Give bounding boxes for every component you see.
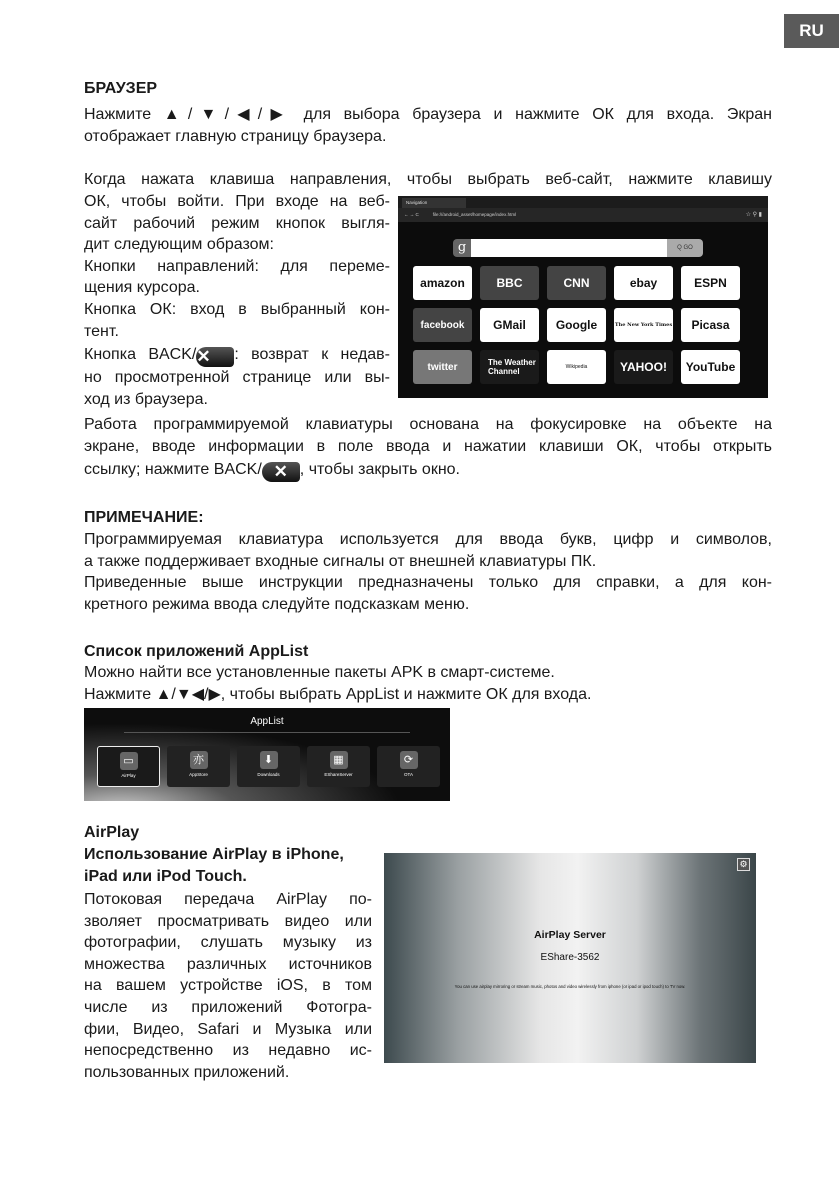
app-tile-ota[interactable] bbox=[377, 746, 440, 787]
text-line-with-key bbox=[84, 342, 390, 367]
text-line: Нажмите ▲/▼◀/▶, чтобы выбрать AppList и нажмите ОК для входа. bbox=[84, 685, 592, 703]
text-line: непосредственно из недавно ис- bbox=[84, 1042, 372, 1060]
browser-intro bbox=[84, 104, 772, 147]
text-fragment: ссылку; нажмите BACK/ bbox=[84, 461, 262, 479]
applist-text bbox=[84, 662, 772, 705]
text-line: тент. bbox=[84, 322, 119, 340]
text-line: Можно найти все установленные пакеты APK в смарт-системе. bbox=[84, 664, 555, 681]
language-badge: RU bbox=[784, 14, 839, 48]
browser-lead-line bbox=[84, 169, 772, 191]
address-bar[interactable] bbox=[398, 208, 768, 222]
applist-title: AppList bbox=[250, 716, 284, 727]
site-tile[interactable]: CNN bbox=[547, 266, 606, 300]
applist-screenshot bbox=[84, 708, 450, 801]
text-line: а также поддерживает входные сигналы от внешней клавиатуры ПК. bbox=[84, 552, 597, 570]
applist-heading: Список приложений AppList bbox=[84, 643, 309, 660]
text-line: ОК, чтобы войти. При входе на веб- bbox=[84, 193, 390, 210]
site-tile[interactable]: facebook bbox=[413, 308, 472, 342]
text-line: множества различных источников bbox=[84, 955, 372, 973]
toolbar-icons: ☆ ⚲ ▮ bbox=[745, 212, 762, 218]
app-tile-eshareserver[interactable] bbox=[307, 746, 370, 787]
site-tile[interactable]: amazon bbox=[413, 266, 472, 300]
text-line: ход из браузера. bbox=[84, 390, 208, 408]
text-line: фии, Видео, Safari и Музыка или bbox=[84, 1020, 372, 1038]
site-tile[interactable]: Wikipedia bbox=[547, 350, 606, 384]
site-tile[interactable]: Google bbox=[547, 308, 606, 342]
site-tile[interactable]: YAHOO! bbox=[614, 350, 673, 384]
text-line: Кнопка ОК: вход в выбранный кон- bbox=[84, 300, 390, 318]
divider bbox=[124, 732, 410, 733]
go-button[interactable]: Q GO bbox=[667, 239, 703, 257]
app-label: OTA bbox=[404, 772, 413, 777]
airplay-screenshot bbox=[384, 853, 756, 1063]
text-line: Программируемая клавиатура используется для ввода букв, цифр и символов, bbox=[84, 531, 772, 548]
site-tile[interactable]: ESPN bbox=[681, 266, 740, 300]
subtitle-line: Использование AirPlay в iPhone, bbox=[84, 846, 344, 863]
text-line: сайт рабочий режим кнопок выгля- bbox=[84, 214, 390, 232]
text-line: пользованных приложений. bbox=[84, 1063, 290, 1081]
airplay-subtitle bbox=[84, 844, 372, 887]
browser-heading: БРАУЗЕР bbox=[84, 80, 158, 97]
text-line: экране, вводе информации в поле ввода и нажатии клавиши ОК, чтобы открыть bbox=[84, 437, 772, 455]
note-text bbox=[84, 529, 772, 615]
text-line: на вашем устройстве iOS, в том bbox=[84, 977, 372, 995]
app-tile-airplay[interactable] bbox=[97, 746, 160, 787]
app-tile-downloads[interactable] bbox=[237, 746, 300, 787]
app-icon: ⟳ bbox=[400, 751, 418, 769]
text-line: дит следующим образом: bbox=[84, 236, 274, 254]
note-heading: ПРИМЕЧАНИЕ: bbox=[84, 509, 204, 526]
search-bar[interactable] bbox=[453, 239, 703, 257]
text-line: отображает главную страницу браузера. bbox=[84, 127, 387, 145]
site-tile[interactable]: ebay bbox=[614, 266, 673, 300]
site-tile[interactable]: The New York Times bbox=[614, 308, 673, 342]
nav-icons: ← → C bbox=[404, 212, 419, 217]
site-tile[interactable]: The Weather Channel bbox=[480, 350, 539, 384]
browser-screenshot bbox=[398, 196, 768, 398]
airplay-message: You can use airplay mirroring or stream music, photos and video wirelessly from iphone (or ipad or ipod touch) to TV now. bbox=[454, 984, 686, 989]
back-key-icon: ✕ bbox=[196, 347, 234, 367]
app-icon: ⬇ bbox=[260, 751, 278, 769]
speed-dial-grid bbox=[413, 266, 743, 384]
site-tile[interactable]: YouTube bbox=[681, 350, 740, 384]
gear-icon[interactable]: ⚙ bbox=[737, 858, 750, 871]
app-icon: ▭ bbox=[120, 752, 138, 770]
text-line: Когда нажата клавиша направления, чтобы выбрать веб-сайт, нажмите клавишу bbox=[84, 171, 772, 188]
text-line: числе из приложений Фотогра- bbox=[84, 998, 372, 1016]
site-tile[interactable]: twitter bbox=[413, 350, 472, 384]
app-tile-appstore[interactable] bbox=[167, 746, 230, 787]
app-icon: ▦ bbox=[330, 751, 348, 769]
app-label: Downloads bbox=[257, 772, 280, 777]
search-input[interactable] bbox=[471, 239, 667, 257]
subtitle-line: iPad или iPod Touch. bbox=[84, 867, 247, 885]
url-text: file:///android_asset/homepage/index.html bbox=[432, 212, 517, 217]
airplay-text bbox=[84, 889, 372, 1083]
text-line: зволяет просматривать видео или bbox=[84, 912, 372, 930]
site-tile[interactable]: BBC bbox=[480, 266, 539, 300]
text-line-with-key bbox=[84, 457, 772, 482]
browser-keyboard-text bbox=[84, 414, 772, 482]
site-tile[interactable]: Picasa bbox=[681, 308, 740, 342]
app-icon: 亦 bbox=[190, 751, 208, 769]
google-logo-icon: g bbox=[453, 239, 471, 257]
app-label: AirPlay bbox=[121, 773, 136, 778]
text-fragment: , чтобы закрыть окно. bbox=[299, 461, 460, 479]
site-tile[interactable]: GMail bbox=[480, 308, 539, 342]
app-label: EShareServer bbox=[324, 772, 353, 777]
text-line: но просмотренной странице или вы- bbox=[84, 369, 390, 387]
text-fragment: Кнопка BACK/ bbox=[84, 346, 197, 364]
text-line: Кнопки направлений: для переме- bbox=[84, 257, 390, 275]
device-name: EShare-3562 bbox=[540, 952, 600, 963]
text-line: щения курсора. bbox=[84, 279, 200, 297]
app-label: AppStore bbox=[189, 772, 208, 777]
browser-keys-text bbox=[84, 191, 390, 410]
airplay-heading: AirPlay bbox=[84, 824, 140, 841]
back-key-icon: ✕ bbox=[262, 462, 300, 482]
text-line: Потоковая передача AirPlay по- bbox=[84, 891, 372, 908]
text-line: кретного режима ввода следуйте подсказкам меню. bbox=[84, 595, 470, 613]
airplay-server-title: AirPlay Server bbox=[534, 929, 606, 941]
browser-tab[interactable]: Navigation bbox=[402, 198, 466, 208]
text-line: Нажмите ▲/▼/◀/▶ для выбора браузера и нажмите ОК для входа. Экран bbox=[84, 106, 772, 123]
text-fragment: : возврат к недав- bbox=[234, 346, 390, 364]
text-line: фотографии, слушать музыку из bbox=[84, 934, 372, 952]
text-line: Работа программируемой клавиатуры основана на фокусировке на объекте на bbox=[84, 416, 772, 433]
text-line: Приведенные выше инструкции предназначены только для справки, а для кон- bbox=[84, 574, 772, 592]
